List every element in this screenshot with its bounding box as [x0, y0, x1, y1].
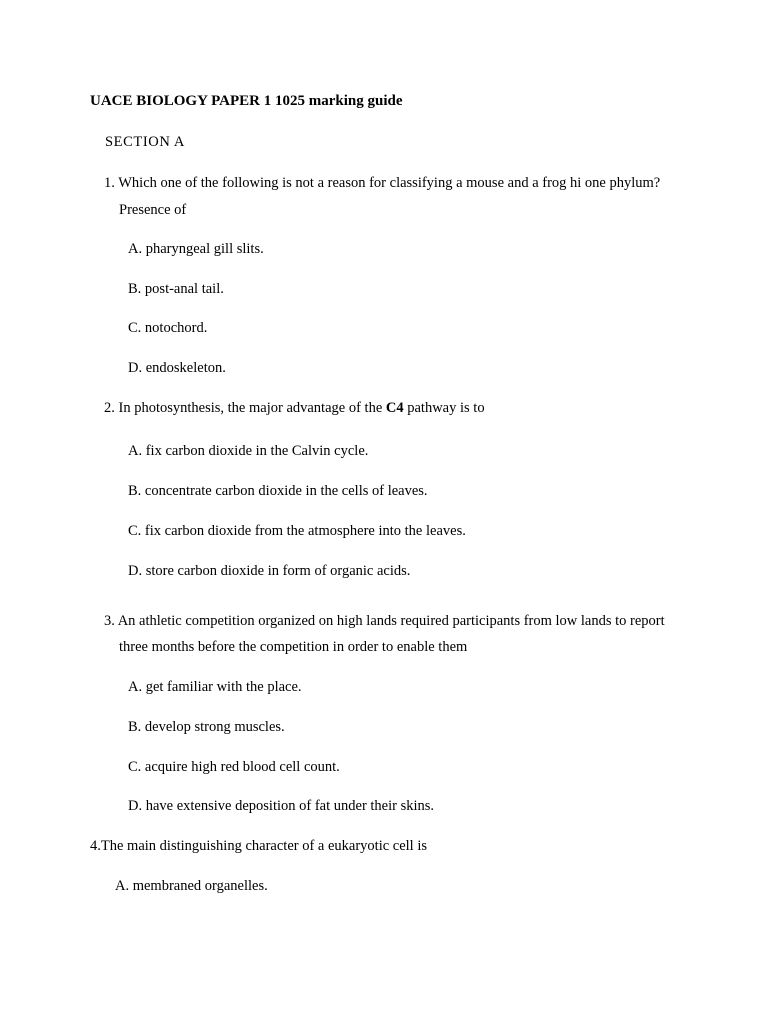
question-2-stem-bold: C4 — [385, 400, 404, 416]
question-1-option-a: A. pharyngeal gill slits. — [128, 241, 264, 257]
question-1-stem-continued: Presence of — [119, 202, 187, 218]
question-3-stem-continued: three months before the competition in order to enable them — [119, 639, 468, 655]
question-4-stem: 4.The main distinguishing character of a eukaryotic cell is — [90, 838, 428, 854]
question-1-option-d: D. endoskeleton. — [128, 360, 226, 376]
question-2-option-a: A. fix carbon dioxide in the Calvin cycle. — [128, 443, 369, 459]
document-title: UACE BIOLOGY PAPER 1 1025 marking guide — [90, 93, 403, 109]
question-1-option-c: C. notochord. — [128, 320, 208, 336]
question-2-option-d: D. store carbon dioxide in form of organic acids. — [128, 563, 411, 579]
section-heading: SECTION A — [105, 134, 185, 150]
question-1-stem: 1. Which one of the following is not a reason for classifying a mouse and a frog hi one phylum? — [104, 175, 661, 191]
question-3-option-a: A. get familiar with the place. — [128, 679, 302, 695]
question-2-stem-text-end: pathway is to — [403, 400, 485, 416]
question-2-option-c: C. fix carbon dioxide from the atmosphere into the leaves. — [128, 523, 466, 539]
question-3-option-c: C. acquire high red blood cell count. — [128, 759, 340, 775]
question-2-option-b: B. concentrate carbon dioxide in the cells of leaves. — [128, 483, 428, 499]
question-3-option-b: B. develop strong muscles. — [128, 719, 285, 735]
question-2-stem — [104, 399, 485, 417]
question-2-stem-text: 2. In photosynthesis, the major advantage of the — [104, 400, 386, 416]
question-3-option-d: D. have extensive deposition of fat under their skins. — [128, 798, 435, 814]
question-3-stem: 3. An athletic competition organized on high lands required participants from low lands to report — [104, 613, 665, 629]
question-4-option-a: A. membraned organelles. — [115, 878, 268, 894]
question-1-option-b: B. post-anal tail. — [128, 281, 224, 297]
